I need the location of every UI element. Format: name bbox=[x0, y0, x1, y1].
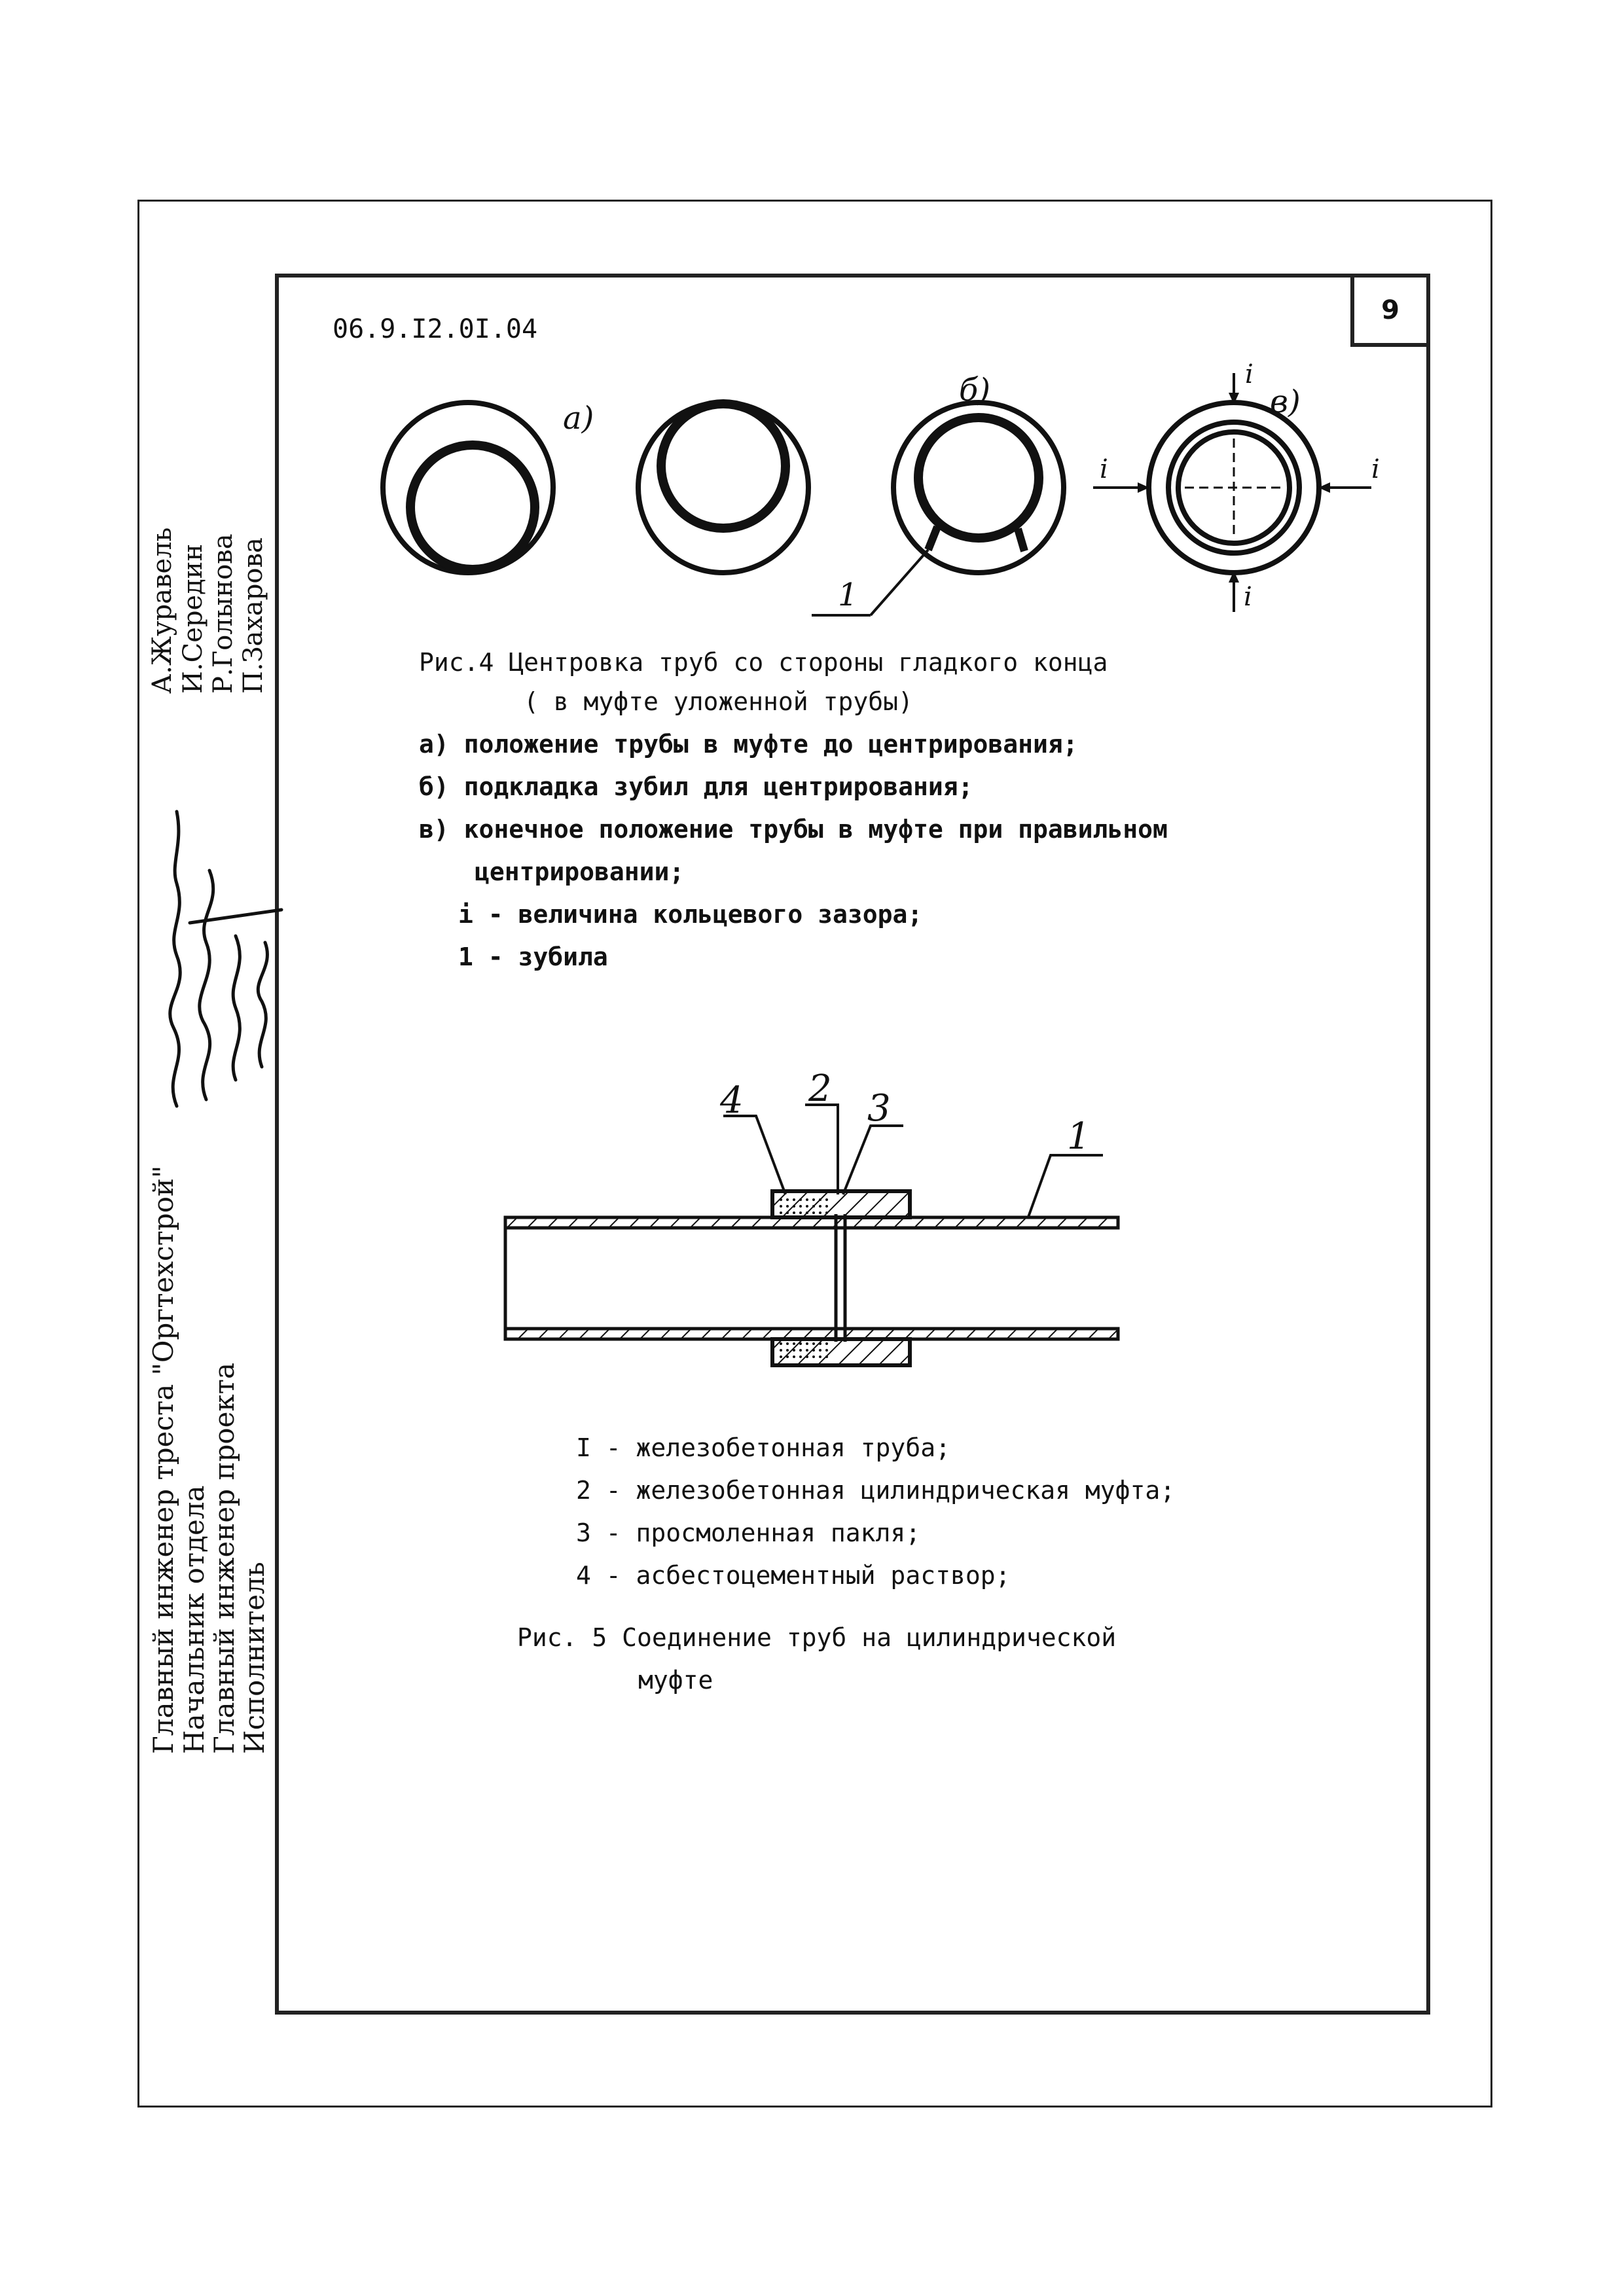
label-gap-right: i bbox=[1371, 454, 1380, 484]
fig5-label-4: 4 bbox=[720, 1079, 744, 1122]
label-gap-left: i bbox=[1100, 454, 1108, 484]
fig5-label-3: 3 bbox=[867, 1087, 891, 1130]
stamp-role-1: Главный инженер треста "Оргтехстрой" bbox=[147, 1165, 179, 1754]
label-b: б) bbox=[959, 372, 991, 408]
pipe-position-a2 bbox=[638, 403, 808, 573]
fig4-centering-diagram bbox=[367, 353, 1401, 628]
handwritten-signatures bbox=[151, 792, 295, 1132]
label-a: а) bbox=[563, 400, 594, 437]
fig5-coupling-diagram bbox=[497, 1073, 1126, 1388]
leader-2 bbox=[805, 1105, 838, 1194]
fig5-label-1: 1 bbox=[1067, 1115, 1091, 1158]
leader-3 bbox=[843, 1126, 903, 1194]
page-number: 9 bbox=[1350, 274, 1430, 347]
label-part-1: 1 bbox=[838, 577, 858, 613]
leader-4 bbox=[723, 1116, 785, 1194]
pipe-position-a1 bbox=[383, 403, 553, 573]
mortar-top bbox=[779, 1196, 831, 1215]
fig4-legend-b: б) подкладка зубил для центрирования; bbox=[419, 772, 973, 801]
fig4-caption-line1: Рис.4 Центровка труб со стороны гладкого конца bbox=[419, 648, 1108, 677]
stamp-name-2: И.Середин bbox=[178, 543, 208, 694]
fig4-legend-a: а) положение трубы в муфте до центрирования; bbox=[419, 730, 1078, 759]
stamp-name-4: П.Захарова bbox=[238, 537, 268, 694]
label-gap-bottom: i bbox=[1244, 582, 1252, 612]
fig4-legend-v-cont: центрировании; bbox=[475, 857, 685, 886]
label-gap-top: i bbox=[1245, 359, 1254, 389]
chisel-left bbox=[928, 527, 937, 550]
document-code: 06.9.I2.0I.04 bbox=[333, 314, 538, 344]
fig4-legend-chisels: 1 - зубила bbox=[458, 942, 608, 971]
fig5-label-2: 2 bbox=[808, 1073, 832, 1110]
fig5-caption-line1: Рис. 5 Соединение труб на цилиндрической bbox=[517, 1623, 1117, 1652]
stamp-name-1: А.Журавель bbox=[147, 527, 177, 694]
fig5-caption-line2: муфте bbox=[638, 1666, 713, 1695]
fig4-legend-v: в) конечное положение трубы в муфте при правильном bbox=[419, 815, 1168, 844]
leader-1 bbox=[1028, 1155, 1103, 1219]
stamp-name-3: Р.Голынова bbox=[208, 533, 238, 694]
fig4-legend-gap: i - величина кольцевого зазора; bbox=[458, 900, 923, 929]
stamp-role-2: Начальник отдела bbox=[178, 1485, 210, 1754]
label-v: в) bbox=[1270, 384, 1301, 420]
chisel-right bbox=[1018, 529, 1024, 551]
fig5-legend-4: 4 - асбестоцементный раствор; bbox=[576, 1561, 1011, 1590]
fig4-caption-line2: ( в муфте уложенной трубы) bbox=[524, 687, 913, 716]
fig5-legend-2: 2 - железобетонная цилиндрическая муфта; bbox=[576, 1476, 1176, 1505]
stamp-role-4: Исполнитель bbox=[238, 1562, 270, 1754]
fig5-legend-3: 3 - просмоленная пакля; bbox=[576, 1518, 921, 1547]
mortar-bottom bbox=[779, 1342, 831, 1360]
stamp-role-3: Главный инженер проекта bbox=[208, 1362, 240, 1754]
fig5-legend-1: I - железобетонная труба; bbox=[576, 1433, 950, 1462]
leader-line-1 bbox=[871, 550, 928, 615]
